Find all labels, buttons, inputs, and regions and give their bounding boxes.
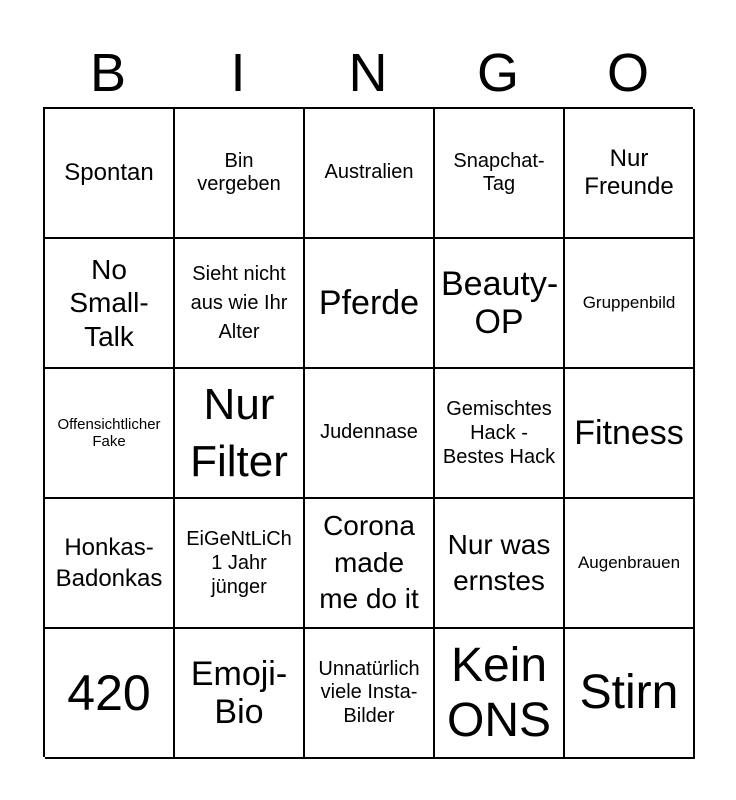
bingo-cell[interactable] xyxy=(305,109,435,239)
bingo-cell[interactable] xyxy=(435,629,565,759)
cell-text: Nur was ernstes xyxy=(447,528,551,596)
cell-text: Bin vergeben xyxy=(197,149,281,195)
cell-text: Kein ONS xyxy=(446,638,551,747)
bingo-cell[interactable] xyxy=(565,239,695,369)
bingo-cell[interactable] xyxy=(305,239,435,369)
cell-text: Pferde xyxy=(318,283,420,322)
cell-text: Australien xyxy=(324,161,414,184)
bingo-cell[interactable] xyxy=(45,239,175,369)
bingo-cell[interactable] xyxy=(565,369,695,499)
cell-text: Nur Filter xyxy=(190,379,288,486)
cell-text: Unnatürlich viele Insta-Bilder xyxy=(318,658,420,727)
bingo-cell[interactable] xyxy=(565,629,695,759)
cell-text: Honkas-Badonkas xyxy=(55,533,163,592)
cell-text: Gruppenbild xyxy=(582,293,676,313)
cell-text: Snapchat-Tag xyxy=(453,149,545,195)
cell-text: Fitness xyxy=(574,413,684,452)
header-letter-i: I xyxy=(230,43,246,103)
bingo-cell[interactable] xyxy=(305,369,435,499)
bingo-cell[interactable] xyxy=(565,109,695,239)
cell-text: Stirn xyxy=(579,666,679,720)
cell-text: Beauty-OP xyxy=(441,264,559,341)
bingo-grid xyxy=(43,107,693,757)
bingo-cell[interactable] xyxy=(175,629,305,759)
cell-text: Offensichtlicher Fake xyxy=(57,415,161,450)
bingo-cell[interactable] xyxy=(435,109,565,239)
cell-text: 420 xyxy=(67,665,151,721)
bingo-cell[interactable] xyxy=(175,369,305,499)
bingo-cell[interactable] xyxy=(435,369,565,499)
bingo-cell[interactable] xyxy=(45,499,175,629)
cell-text: Judennase xyxy=(320,421,418,444)
bingo-cell[interactable] xyxy=(305,629,435,759)
cell-text: Sieht nicht aus wie Ihr Alter xyxy=(190,262,288,343)
bingo-cell[interactable] xyxy=(45,629,175,759)
bingo-header xyxy=(43,40,693,106)
bingo-cell[interactable] xyxy=(565,499,695,629)
header-letter-g: G xyxy=(476,43,519,103)
cell-text: Spontan xyxy=(64,159,154,187)
cell-text: Corona made me do it xyxy=(319,510,419,615)
header-letter-b: B xyxy=(89,43,127,103)
bingo-cell[interactable] xyxy=(175,109,305,239)
cell-text: EiGeNtLiCh 1 Jahr jünger xyxy=(186,528,292,598)
cell-text: Augenbrauen xyxy=(577,553,681,573)
cell-text: No Small-Talk xyxy=(69,253,149,352)
cell-text: Gemischtes Hack - Bestes Hack xyxy=(442,398,556,468)
bingo-cell[interactable] xyxy=(175,499,305,629)
bingo-cell[interactable] xyxy=(435,239,565,369)
bingo-cell[interactable] xyxy=(175,239,305,369)
bingo-cell[interactable] xyxy=(45,109,175,239)
cell-text: Nur Freunde xyxy=(584,145,674,200)
bingo-cell[interactable] xyxy=(435,499,565,629)
bingo-cell[interactable] xyxy=(305,499,435,629)
bingo-cell[interactable] xyxy=(45,369,175,499)
header-letter-o: O xyxy=(606,43,649,103)
header-letter-n: N xyxy=(348,43,388,103)
cell-text: Emoji-Bio xyxy=(190,654,288,731)
